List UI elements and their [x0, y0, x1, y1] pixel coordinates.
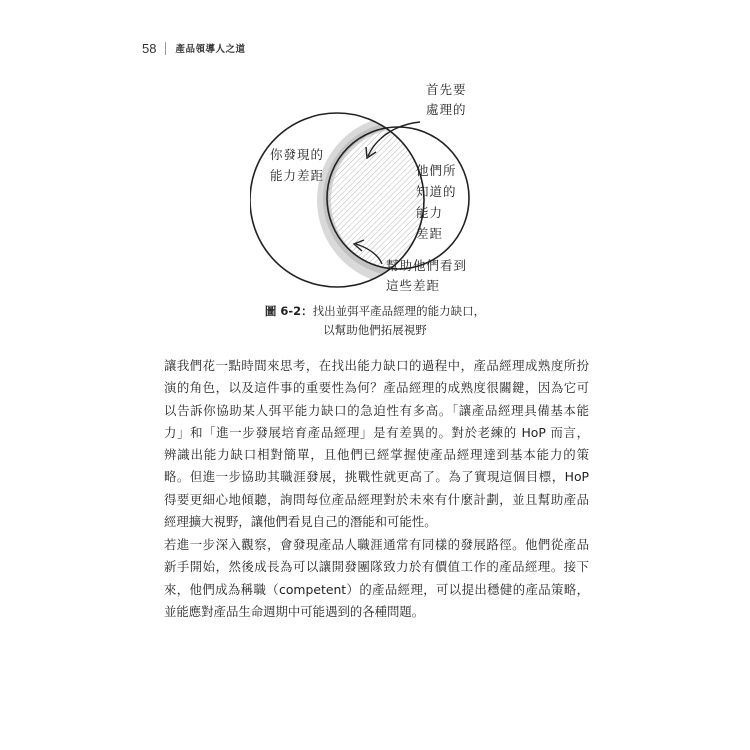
right-circle-label-line: 差距 — [416, 226, 444, 241]
paragraph-line: 讓我們花一點時間來思考，在找出能力缺口的過程中，產品經理成熟度所扮 — [164, 358, 589, 373]
bottom-annotation — [386, 256, 467, 296]
venn-diagram-figure — [250, 76, 490, 304]
right-circle-label-line: 能力 — [416, 205, 444, 220]
running-head — [142, 38, 245, 58]
paragraph-line: 新手開始，然後成長為可以讓開發團隊致力於有價值工作的產品經理。接下 — [164, 559, 589, 575]
paragraph-line: 得要更細心地傾聽，詢問每位產品經理對於未來有什麼計劃，並且幫助產品 — [164, 491, 589, 507]
caption-line-1 — [255, 302, 495, 321]
caption-label: 圖 6-2： — [264, 304, 313, 318]
right-circle-label-line: 知道的 — [416, 184, 457, 199]
caption-text: 找出並弭平產品經理的能力缺口， — [312, 304, 486, 318]
paragraph-line: 演的角色，以及這件事的重要性為何？產品經理的成熟度很關鍵，因為它可 — [164, 380, 589, 396]
bottom-annotation-line: 幫助他們看到 — [386, 258, 468, 273]
left-circle-label-line: 能力差距 — [270, 168, 325, 183]
body-paragraph-2 — [164, 534, 589, 623]
header-divider — [165, 42, 166, 55]
caption-line-2: 以幫助他們拓展視野 — [323, 323, 427, 337]
page-number: 58 — [142, 40, 157, 56]
paragraph-line: 並能應對產品生命週期中可能遇到的各種問題。 — [164, 603, 425, 619]
left-circle-label — [270, 144, 324, 186]
paragraph-line: 以告訴你協助某人弭平能力缺口的急迫性有多高。「讓產品經理具備基本能 — [164, 402, 589, 418]
paragraph-line: 力」和「進一步發展培育產品經理」是有差異的。對於老練的 HoP 而言， — [164, 424, 589, 440]
top-annotation — [426, 80, 467, 120]
right-circle-label-line: 他們所 — [416, 163, 457, 178]
figure-caption — [255, 302, 495, 340]
paragraph-line: 略。但進一步協助其職涯發展，挑戰性就更高了。為了實現這個目標，HoP — [164, 469, 589, 485]
paragraph-line: 來，他們成為稱職（competent）的產品經理，可以提出穩健的產品策略， — [164, 581, 589, 597]
paragraph-line: 若進一步深入觀察，會發現產品人職涯通常有同樣的發展路徑。他們從產品 — [164, 537, 589, 552]
right-circle-label — [416, 160, 457, 244]
left-circle-label-line: 你發現的 — [270, 147, 325, 162]
top-annotation-line: 處理的 — [426, 102, 467, 117]
top-annotation-line: 首先要 — [426, 82, 467, 97]
book-title: 產品領導人之道 — [175, 44, 246, 55]
paragraph-line: 辨識出能力缺口相對簡單，且他們已經掌握使產品經理達到基本能力的策 — [164, 447, 589, 463]
paragraph-line: 經理擴大視野，讓他們看見自己的潛能和可能性。 — [164, 514, 437, 530]
bottom-annotation-line: 這些差距 — [386, 278, 441, 293]
body-paragraph-1 — [164, 355, 589, 533]
